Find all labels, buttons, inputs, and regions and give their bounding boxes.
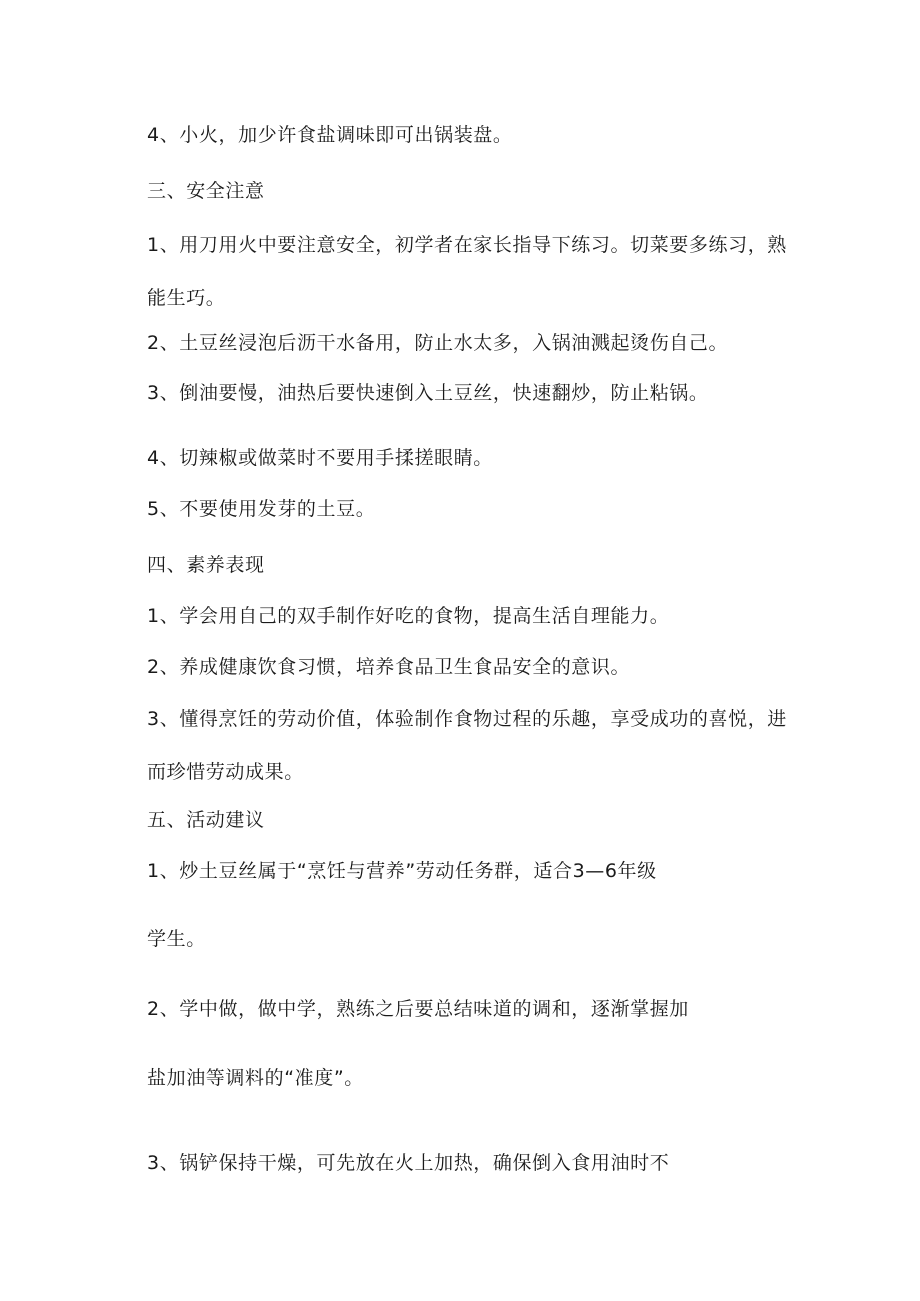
safety-item-3: 3、倒油要慢，油热后要快速倒入土豆丝，快速翻炒，防止粘锅。: [147, 382, 709, 404]
safety-item-1-line-1: 1、用刀用火中要注意安全，初学者在家长指导下练习。切菜要多练习，熟: [147, 234, 787, 256]
suggestion-item-2-line-2: 盐加油等调料的“准度”。: [147, 1067, 364, 1089]
suggestion-item-1-line-1: 1、炒土豆丝属于“烹饪与营养”劳动任务群，适合3—6年级: [147, 860, 657, 882]
step-4-text: 4、小火，加少许食盐调味即可出锅装盘。: [147, 124, 513, 146]
literacy-item-3-line-2: 而珍惜劳动成果。: [147, 761, 304, 783]
suggestion-item-3-line-1: 3、锅铲保持干燥，可先放在火上加热，确保倒入食用油时不: [147, 1152, 670, 1174]
literacy-item-1: 1、学会用自己的双手制作好吃的食物，提高生活自理能力。: [147, 605, 670, 627]
section-heading-safety: 三、安全注意: [147, 180, 265, 202]
suggestion-item-2-line-1: 2、学中做，做中学，熟练之后要总结味道的调和，逐渐掌握加: [147, 998, 689, 1020]
suggestion-item-1-line-2: 学生。: [147, 928, 206, 950]
safety-item-5: 5、不要使用发芽的土豆。: [147, 498, 376, 520]
section-heading-suggestions: 五、活动建议: [147, 809, 265, 831]
safety-item-1-line-2: 能生巧。: [147, 287, 226, 309]
literacy-item-3-line-1: 3、懂得烹饪的劳动价值，体验制作食物过程的乐趣，享受成功的喜悦，进: [147, 708, 787, 730]
safety-item-2: 2、土豆丝浸泡后沥干水备用，防止水太多，入锅油溅起烫伤自己。: [147, 332, 729, 354]
literacy-item-2: 2、养成健康饮食习惯，培养食品卫生食品安全的意识。: [147, 656, 631, 678]
safety-item-4: 4、切辣椒或做菜时不要用手揉搓眼睛。: [147, 447, 493, 469]
section-heading-literacy: 四、素养表现: [147, 554, 265, 576]
